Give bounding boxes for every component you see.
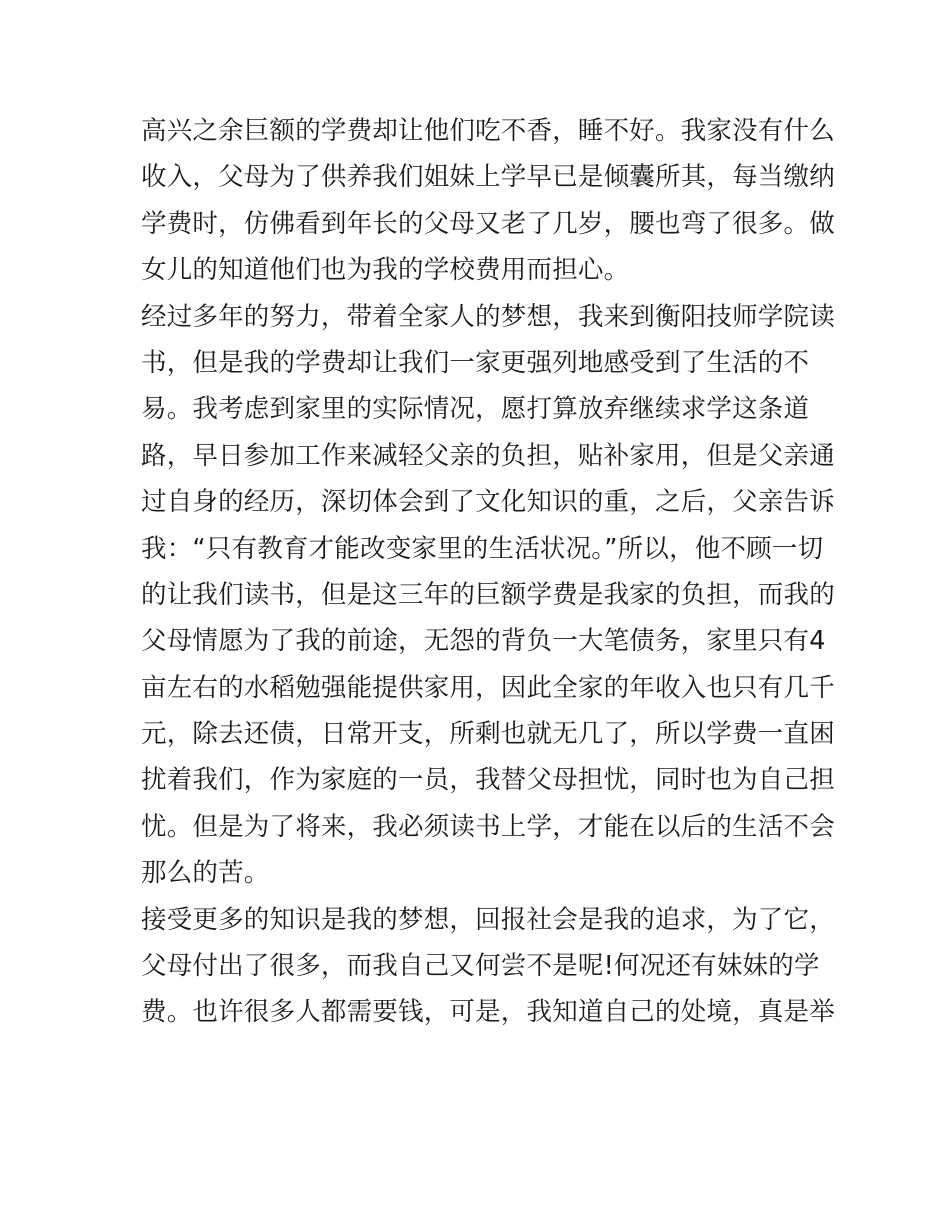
text-line: 费。也许很多人都需要钱，可是，我知道自己的处境，真是举 xyxy=(141,997,835,1028)
document-body xyxy=(141,108,835,1036)
text-line: 女儿的知道他们也为我的学校费用而担心。 xyxy=(141,255,630,286)
text-line: 的让我们读书，但是这三年的巨额学费是我家的负担，而我的 xyxy=(141,579,835,610)
text-line: 父母付出了很多，而我自己又何尝不是呢!何况还有妹妹的学 xyxy=(141,951,820,982)
text-line: 父母情愿为了我的前途，无怨的背负一大笔债务，家里只有4 xyxy=(141,626,826,657)
text-line: 路，早日参加工作来减轻父亲的负担，贴补家用，但是父亲通 xyxy=(141,440,835,471)
text-line: 高兴之余巨额的学费却让他们吃不香，睡不好。我家没有什么 xyxy=(141,116,835,146)
text-line: 那么的苦。 xyxy=(141,858,270,889)
text-line: 元，除去还债，日常开支，所剩也就无几了，所以学费一直困 xyxy=(141,719,835,750)
text-line: 学费时，仿佛看到年长的父母又老了几岁，腰也弯了很多。做 xyxy=(141,208,835,239)
text-line: 书，但是我的学费却让我们一家更强列地感受到了生活的不 xyxy=(141,347,810,378)
text-line: 我：“只有教育才能改变家里的生活状况。”所以，他不顾一切 xyxy=(141,533,824,564)
text-line: 易。我考虑到家里的实际情况，愿打算放弃继续求学这条道 xyxy=(141,394,810,425)
text-line: 收入，父母为了供养我们姐妹上学早已是倾囊所其，每当缴纳 xyxy=(141,162,835,193)
text-line: 亩左右的水稻勉强能提供家用，因此全家的年收入也只有几千 xyxy=(141,672,835,703)
text-line: 扰着我们，作为家庭的一员，我替父母担忧，同时也为自己担 xyxy=(141,765,835,796)
text-line: 经过多年的努力，带着全家人的梦想，我来到衡阳技师学院读 xyxy=(141,301,835,332)
text-line: 忧。但是为了将来，我必须读书上学，才能在以后的生活不会 xyxy=(141,811,835,842)
text-line: 接受更多的知识是我的梦想，回报社会是我的追求，为了它， xyxy=(141,904,835,935)
text-line: 过自身的经历，深切体会到了文化知识的重，之后，父亲告诉 xyxy=(141,487,835,518)
